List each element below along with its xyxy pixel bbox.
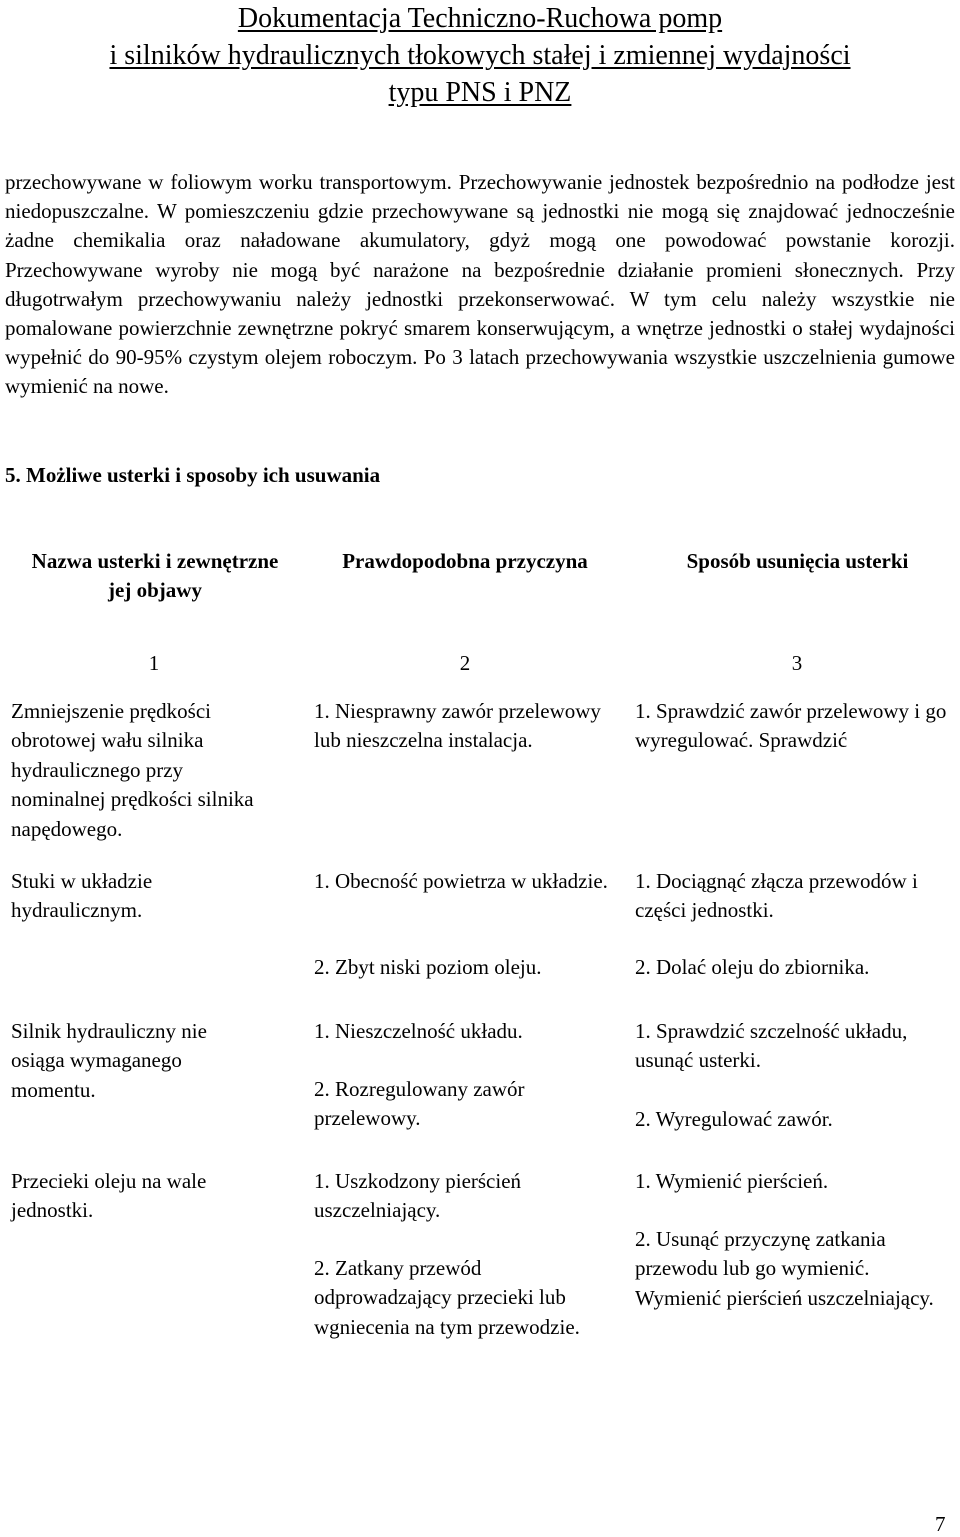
- table-row-1-fault: Zmniejszenie prędkości obrotowej wału silnika hydraulicznego przy nominalnej prędkości silnika napędowego.: [11, 699, 254, 841]
- table-row-2-cause-1: 1. Obecność powietrza w układzie.: [314, 869, 608, 893]
- table-row-2-remedy-2: 2. Dolać oleju do zbiornika.: [635, 955, 870, 979]
- table-row-4-fault: Przecieki oleju na wale jednostki.: [11, 1169, 207, 1223]
- table-row-2-remedy-1: 1. Dociągnąć złącza przewodów i części jednostki.: [635, 869, 918, 923]
- column-number-2: 2: [459, 651, 471, 675]
- document-header: [0, 0, 960, 111]
- section-title: 5. Możliwe usterki i sposoby ich usuwania: [5, 463, 381, 487]
- table-row-3-remedy-1: 1. Sprawdzić szczelność układu, usunąć usterki.: [635, 1019, 908, 1073]
- table-header-fault: Nazwa usterki i zewnętrzne jej objawy: [31, 549, 279, 602]
- table-row-4-cause-1: 1. Uszkodzony pierścień uszczelniający.: [314, 1169, 522, 1223]
- header-line-3: typu PNS i PNZ: [388, 77, 572, 108]
- table-row-4-remedy-2: 2. Usunąć przyczynę zatkania przewodu lub go wymienić. Wymienić pierścień uszczelniający.: [635, 1227, 934, 1310]
- table-row-2-cause-2: 2. Zbyt niski poziom oleju.: [314, 955, 542, 979]
- table-row-4-cause-2: 2. Zatkany przewód odprowadzający przecieki lub wgniecenia na tym przewodzie.: [314, 1256, 580, 1339]
- table-header-remedy: Sposób usunięcia usterki: [686, 549, 909, 573]
- table-row-3-fault: Silnik hydrauliczny nie osiąga wymaganego momentu.: [11, 1019, 207, 1102]
- page-number: 7: [935, 1512, 946, 1536]
- table-row-3-cause-1: 1. Nieszczelność układu.: [314, 1019, 523, 1043]
- table-row-4-remedy-1: 1. Wymienić pierścień.: [635, 1169, 829, 1193]
- storage-paragraph: przechowywane w foliowym worku transportowym. Przechowywanie jednostek bezpośrednio na podłodze jest niedopuszczalne. W pomieszczeniu gdzie przechowywane są jednostki nie mogą się znajdować jednocześnie żadne chemikalia oraz naładowane akumulatory, gdyż mogą one powodować powstanie korozji. Przechowywane wyroby nie mogą być narażone na bezpośrednie działanie promieni słonecznych. Przy długotrwałym przechowywaniu należy jednostki przekonserwować. W tym celu należy wszystkie nie pomalowane powierzchnie zewnętrzne pokryć smarem konserwującym, a wnętrze jednostki o stałej wydajności wypełnić do 90-95% czystym olejem roboczym. Po 3 latach przechowywania wszystkie uszczelnienia gumowe wymienić na nowe.: [5, 170, 955, 399]
- table-header-cause: Prawdopodobna przyczyna: [342, 549, 588, 573]
- table-row-1-cause-1: 1. Niesprawny zawór przelewowy lub nieszczelna instalacja.: [314, 699, 601, 753]
- column-number-3: 3: [791, 651, 803, 675]
- header-line-1: Dokumentacja Techniczno-Ruchowa pomp: [237, 3, 723, 34]
- column-number-1: 1: [148, 651, 160, 675]
- table-row-3-remedy-2: 2. Wyregulować zawór.: [635, 1107, 833, 1131]
- table-row-3-cause-2: 2. Rozregulowany zawór przelewowy.: [314, 1077, 525, 1131]
- header-line-2: i silników hydraulicznych tłokowych stałej i zmiennej wydajności: [109, 40, 851, 71]
- table-row-1-remedy-1: 1. Sprawdzić zawór przelewowy i go wyregulować. Sprawdzić: [635, 699, 947, 753]
- table-row-2-fault: Stuki w układzie hydraulicznym.: [11, 869, 153, 923]
